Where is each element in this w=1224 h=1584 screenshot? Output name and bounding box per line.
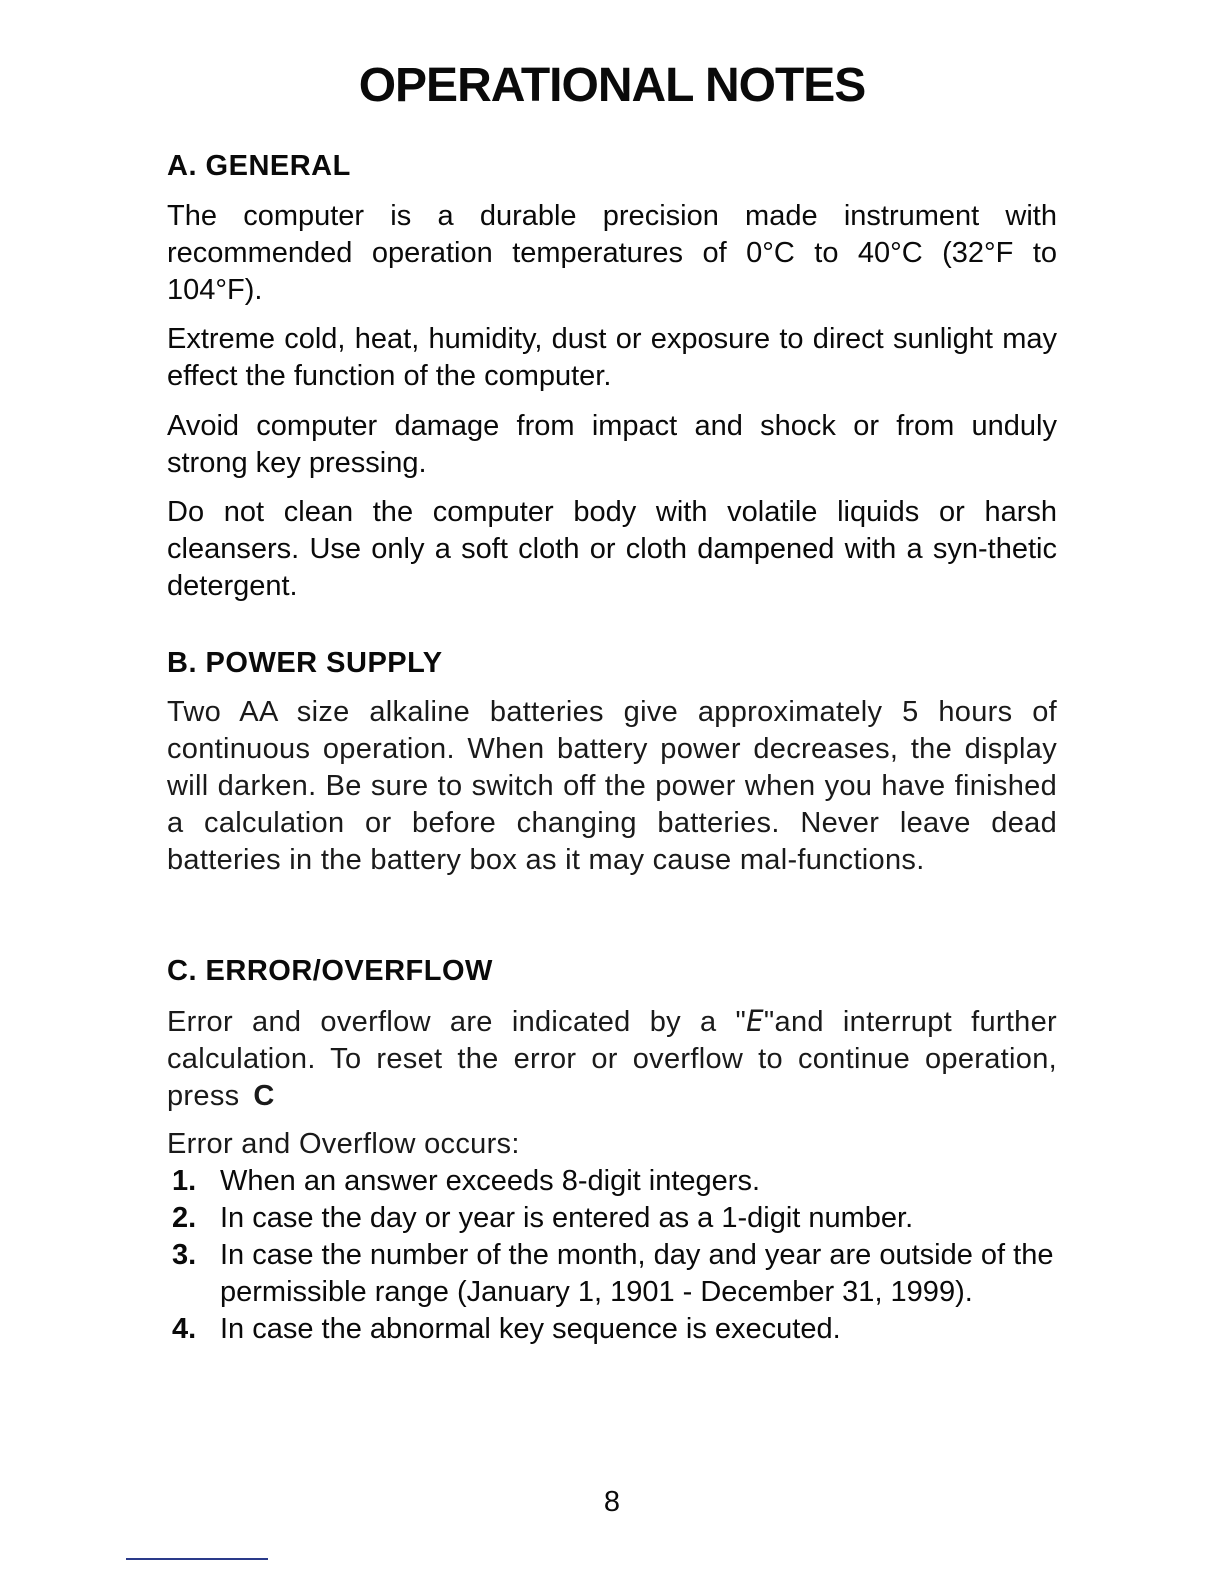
clear-key-label: C: [253, 1080, 275, 1112]
list-item-text: In case the day or year is entered as a 1-digit number.: [220, 1202, 914, 1234]
list-item: [172, 1237, 1062, 1311]
page-title: OPERATIONAL NOTES: [358, 59, 866, 112]
list-item-number: 4.: [172, 1313, 197, 1345]
list-item: [172, 1163, 1062, 1200]
power-supply-paragraph: Two AA size alkaline batteries give approximately 5 hours of continuous operation. When battery power decreases, the display will darken. Be sure to switch off the power when you have finished a calculation or before changing batteries. Never leave dead batteries in the battery box as it may cause mal-functions.: [167, 696, 1057, 876]
list-item: [172, 1311, 1062, 1348]
section-heading-error-overflow: C. ERROR/OVERFLOW: [167, 955, 493, 987]
list-item-text: When an answer exceeds 8-digit integers.: [220, 1165, 761, 1197]
general-paragraph-2: Extreme cold, heat, humidity, dust or exposure to direct sunlight may effect the function of the computer.: [167, 323, 1057, 392]
general-paragraph-3: Avoid computer damage from impact and shock or from unduly strong key pressing.: [167, 410, 1057, 479]
list-item-text: In case the abnormal key sequence is executed.: [220, 1313, 841, 1345]
section-heading-general: A. GENERAL: [167, 150, 351, 182]
list-item-number: 2.: [172, 1202, 197, 1234]
error-conditions-list: [172, 1163, 1062, 1348]
list-item-number: 3.: [172, 1239, 197, 1271]
error-occurs-label: Error and Overflow occurs:: [167, 1128, 520, 1160]
list-item-number: 1.: [172, 1165, 197, 1197]
general-paragraph-4: Do not clean the computer body with volatile liquids or harsh cleansers. Use only a soft cloth or cloth dampened with a syn-thetic detergent.: [167, 496, 1057, 602]
error-overflow-intro: [167, 1003, 1057, 1115]
page-number: 8: [603, 1486, 621, 1518]
list-item: [172, 1200, 1062, 1237]
section-heading-power-supply: B. POWER SUPPLY: [167, 647, 443, 679]
list-item-text: In case the number of the month, day and year are outside of the permissible range (January 1, 1901 - December 31, 1999).: [220, 1239, 1054, 1308]
error-intro-text: Error and overflow are indicated by a ": [167, 1006, 747, 1038]
error-symbol: E: [746, 1004, 764, 1038]
bottom-rule: [126, 1558, 268, 1560]
error-intro-text-continued: "and interrupt further calculation. To reset the error or overflow to continue operation, press: [167, 1006, 1057, 1112]
general-paragraph-1: The computer is a durable precision made instrument with recommended operation temperatures of 0°C to 40°C (32°F to 104°F).: [167, 200, 1057, 306]
